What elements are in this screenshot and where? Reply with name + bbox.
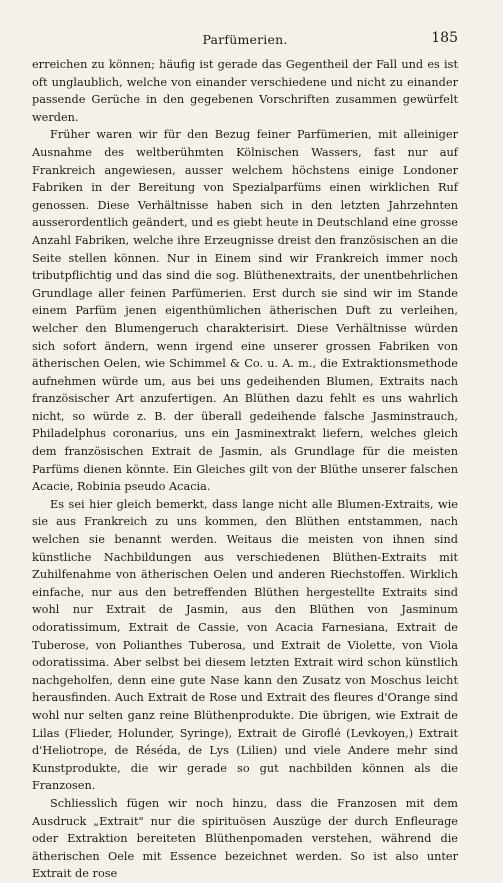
paragraph-continuation: erreichen zu können; häufig ist gerade das Gegentheil der Fall und es ist oft unglaublich, welche von einander verschiedene und nicht zu einander passende Gerüche in den gegebenen Vorschriften zusammen gewürfelt werden.: [32, 58, 458, 124]
paragraph-extrait-definition: Schliesslich fügen wir noch hinzu, dass die Franzosen mit dem Ausdruck „Extrait" nur die spirituösen Auszüge der durch Enfleurage oder Extraktion bereiteten Blüthenpomaden verstehen, während die ätherischen Oele mit Essence bezeichnet werden. So ist also unter Extrait de rose: [32, 796, 458, 881]
book-page: [32, 30, 458, 883]
running-head: [32, 30, 458, 52]
paragraph-flower-extraits: Es sei hier gleich bemerkt, dass lange nicht alle Blumen-Extraits, wie sie aus Frankreich zu uns kommen, den Blüthen entstammen, nach welchen sie benannt werden. Weitaus die meisten von ihnen sind künstliche Nachbildungen aus verschiedenen Blüthen-Extraits mit Zuhilfenahme von ätherischen Oelen und anderen Riechstoffen. Wirklich einfache, nur aus den betreffenden Blüthen hergestellte Extraits sind wohl nur Extrait de Jasmin, aus den Blüthen von Jasminum odoratissimum, Extrait de Cassie, von Acacia Farnesiana, Extrait de Tuberose, von Polianthes Tuberosa, und Extrait de Violette, von Viola odoratissima. Aber selbst bei diesem letzten Extrait wird schon künstlich nachgeholfen, denn eine gute Nase kann den Zusatz von Moschus leicht herausfinden. Auch Extrait de Rose und Extrait des fleures d'Orange sind wohl nur selten ganz reine Blüthenprodukte. Die übrigen, wie Extrait de Lilas (Flieder, Holunder, Syringe), Extrait de Giroflé (Levkoyen,) Extrait d'Heliotrope, de Réséda, de Lys (Lilien) und viele Andere mehr sind Kunstprodukte, die wir gerade so gut nachbilden können als die Franzosen.: [32, 497, 458, 793]
page-number: 185: [431, 30, 458, 46]
paragraph-import-history: Früher waren wir für den Bezug feiner Parfümerien, mit alleiniger Ausnahme des weltberühmten Kölnischen Wassers, fast nur auf Frankreich angewiesen, ausser welchem höchstens einige Londoner Fabriken in der Bereitung von Spezialparfüms einen wirklichen Ruf genossen. Diese Verhältnisse haben sich in den letzten Jahrzehnten ausserordentlich geändert, und es giebt heute in Deutschland eine grosse Anzahl Fabriken, welche ihre Erzeugnisse dreist den französischen an die Seite stellen können. Nur in Einem sind wir Frankreich immer noch tributpflichtig und das sind die sog. Blüthenextraits, der unentbehrlichen Grundlage aller feinen Parfümerien. Erst durch sie sind wir im Stande einem Parfüm jenen eigenthümlichen ätherischen Duft zu verleihen, welcher den Blumengeruch charakterisirt. Diese Verhältnisse würden sich sofort ändern, wenn irgend eine unserer grossen Fabriken von ätherischen Oelen, wie Schimmel & Co. u. A. m., die Extraktionsmethode aufnehmen würde um, aus bei uns gedeihenden Blumen, Extraits nach französischer Art anzufertigen. An Blüthen dazu fehlt es uns wahrlich nicht, so würde z. B. der überall gedeihende falsche Jasminstrauch, Philadelphus coronarius, uns ein Jasminextrakt liefern, welches gleich dem französischen Extrait de Jasmin, als Grundlage für die meisten Parfüms dienen könnte. Ein Gleiches gilt von der Blüthe unserer falschen Acacie, Robinia pseudo Acacia.: [32, 128, 458, 494]
running-title: Parfümerien.: [202, 32, 288, 47]
body-text: [32, 56, 458, 883]
